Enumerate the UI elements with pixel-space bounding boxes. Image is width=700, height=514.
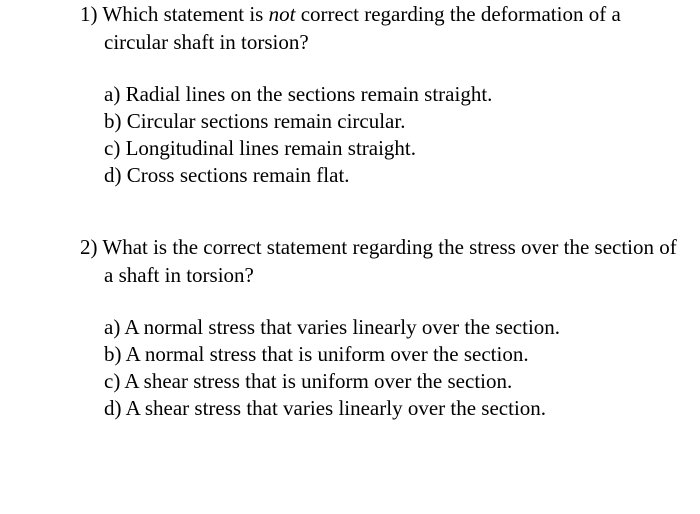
question-1-options (80, 80, 680, 188)
question-2-options (80, 313, 680, 421)
question-2-option-b: b) A normal stress that is uniform over the section. (104, 342, 529, 366)
question-2-option-d: d) A shear stress that varies linearly over the section. (104, 396, 547, 420)
question-1-option-a: a) Radial lines on the sections remain straight. (104, 82, 493, 106)
question-2 (80, 233, 680, 421)
question-1-stem-start: Which statement is (102, 2, 264, 26)
question-1-stem-end: correct regarding the deformation of a circular shaft in torsion? (104, 2, 621, 54)
question-2-option-a: a) A normal stress that varies linearly over the section. (104, 315, 561, 339)
question-1-stem (80, 0, 680, 56)
question-2-stem-text: What is the correct statement regarding the stress over the section of a shaft in torsion? (102, 235, 677, 287)
question-1-option-d: d) Cross sections remain flat. (104, 163, 350, 187)
question-2-number: 2) (80, 235, 98, 259)
question-2-option-c: c) A shear stress that is uniform over the section. (104, 369, 513, 393)
question-2-stem (80, 233, 680, 289)
question-1-number: 1) (80, 2, 98, 26)
question-1-stem-emphasis: not (268, 2, 296, 26)
question-1 (80, 0, 680, 188)
question-1-option-c: c) Longitudinal lines remain straight. (104, 136, 417, 160)
question-1-option-b: b) Circular sections remain circular. (104, 109, 406, 133)
